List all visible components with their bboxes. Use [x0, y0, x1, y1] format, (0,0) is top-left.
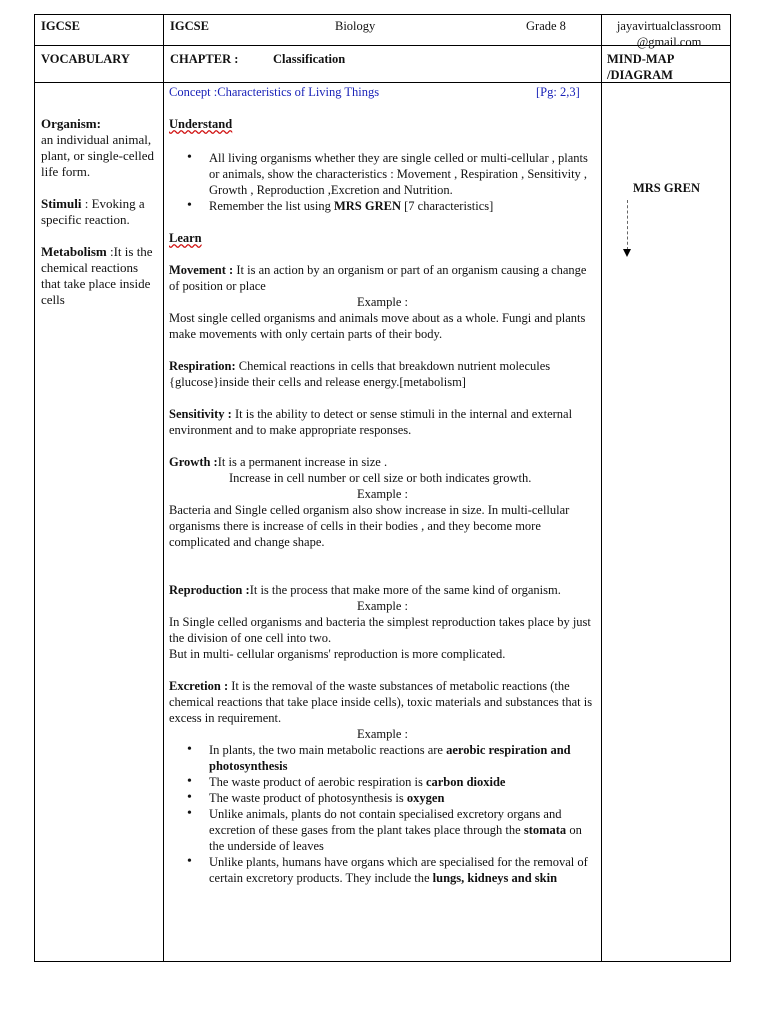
excretion-bullet-4: • Unlike animals, plants do not contain specialised excretory organs and excretion of these gases from the plant takes place through the stomata on the underside of leaves — [209, 806, 596, 854]
understand-list — [169, 150, 596, 214]
sensitivity-def: Sensitivity : It is the ability to detect or sense stimuli in the internal and external environment and to make appropriate responses. — [169, 407, 573, 437]
growth-def-2: Increase in cell number or cell size or both indicates growth. — [229, 471, 532, 485]
concept-label: Concept :Characteristics of Living Things — [169, 85, 380, 99]
movement-def: Movement : It is an action by an organism or part of an organism causing a change of position or place — [169, 263, 587, 293]
excretion-example-label: Example : — [356, 727, 409, 741]
concept-line — [169, 84, 596, 100]
excretion-bullet-3: • The waste product of photosynthesis is oxygen — [209, 790, 596, 806]
movement-example-label: Example : — [356, 295, 409, 309]
header-igcse-left: IGCSE — [41, 19, 80, 33]
excretion-list — [169, 742, 596, 886]
email-line-2: @gmail.com — [636, 35, 702, 49]
vocab-metabolism: Metabolism :It is the chemical reactions that take place inside cells — [41, 244, 153, 307]
email-line-1: jayavirtualclassroom — [616, 19, 722, 33]
vocab-stimuli: Stimuli : Evoking a specific reaction. — [41, 196, 145, 227]
header-grade: Grade 8 — [526, 19, 566, 33]
understand-bullet-1: • All living organisms whether they are single celled or multi-cellular , plants or animals, show the characteristics : Movement , Respiration , Sensitivity , Growth , Reproduction ,Excretion and Nutrition. — [209, 150, 596, 198]
understand-bullet-2: • Remember the list using MRS GREN [7 characteristics] — [209, 198, 596, 214]
main-content — [169, 84, 596, 886]
mindmap-line-2: /DIAGRAM — [607, 68, 673, 82]
growth-example-label: Example : — [356, 487, 409, 501]
mindmap-line-1: MIND-MAP — [607, 52, 675, 66]
excretion-bullet-2: • The waste product of aerobic respiration is carbon dioxide — [209, 774, 596, 790]
header-email — [607, 18, 731, 50]
reproduction-example-1: In Single celled organisms and bacteria the simplest reproduction takes place by just the division of one cell into two. — [169, 615, 591, 645]
worksheet-table — [34, 14, 731, 962]
chapter-label: CHAPTER : — [170, 52, 239, 66]
respiration-def: Respiration: Chemical reactions in cells that breakdown nutrient molecules {glucose}inside their cells and release energy.[metabolism] — [169, 359, 551, 389]
vocab-organism: Organism: an individual animal, plant, or single-celled life form. — [41, 116, 154, 179]
header-igcse-mid: IGCSE — [170, 19, 209, 33]
vocab-list — [41, 116, 159, 308]
excretion-bullet-5: • Unlike plants, humans have organs which are specialised for the removal of certain excretory products. They include the lungs, kidneys and skin — [209, 854, 596, 886]
excretion-def: Excretion : It is the removal of the waste substances of metabolic reactions (the chemical reactions that take place inside cells), toxic materials and substances that is excess in requirement. — [169, 679, 593, 725]
concept-pages: [Pg: 2,3] — [536, 85, 580, 99]
reproduction-example-2: But in multi- cellular organisms' reproduction is more complicated. — [169, 647, 506, 661]
mindmap-arrow-line — [627, 200, 628, 250]
understand-heading: Understand — [169, 117, 233, 131]
mindmap-arrow-head-icon — [623, 249, 631, 257]
header-subject: Biology — [335, 19, 376, 33]
movement-example: Most single celled organisms and animals move about as a whole. Fungi and plants make movements with only certain parts of their body. — [169, 311, 586, 341]
vocabulary-heading: VOCABULARY — [41, 52, 130, 66]
growth-def: Growth :It is a permanent increase in size . — [169, 455, 388, 469]
mindmap-label: MRS GREN — [632, 181, 701, 195]
reproduction-example-label: Example : — [356, 599, 409, 613]
mindmap-heading — [607, 51, 674, 83]
learn-heading: Learn — [169, 231, 202, 245]
reproduction-def: Reproduction :It is the process that make more of the same kind of organism. — [169, 583, 561, 597]
chapter-title: Classification — [273, 52, 346, 66]
growth-example: Bacteria and Single celled organism also show increase in size. In multi-cellular organisms there is increase of cells in their bodies , and they become more complicated and change shape. — [169, 503, 570, 549]
excretion-bullet-1: • In plants, the two main metabolic reactions are aerobic respiration and photosynthesis — [209, 742, 596, 774]
